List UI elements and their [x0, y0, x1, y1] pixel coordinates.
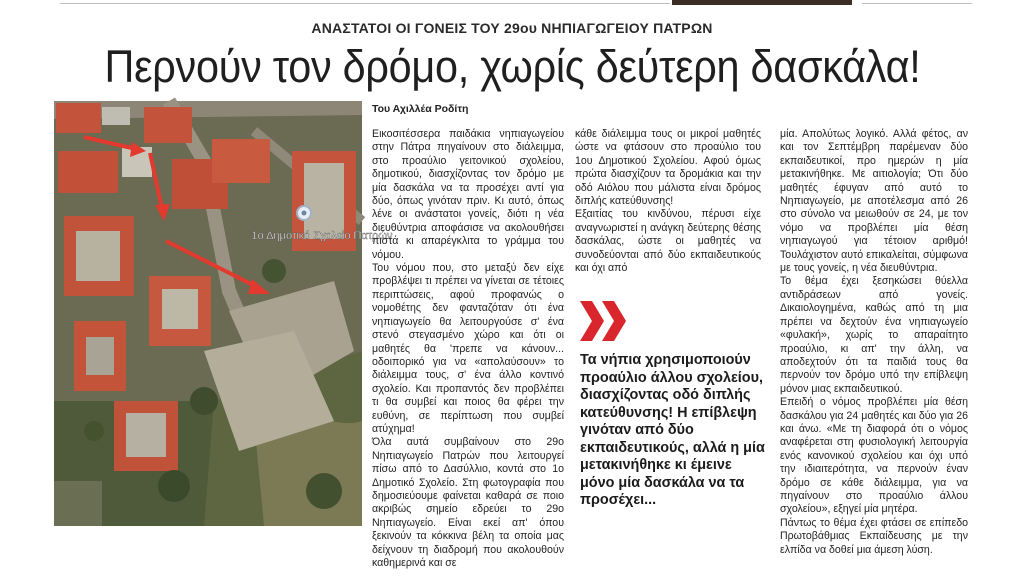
column-2-paragraph: κάθε διάλειμμα τους οι μικροί μαθητές ώστε να φτάσουν στο προαύλιο του 1ου Δημοτικού Σχολείου. Αφού όμως πρώτα διασχίζουν τα δρομάκια και την οδό Αιόλου που μάλιστα είναι δρόμος διπλής κατεύθυνσης!	[575, 128, 761, 208]
pull-quote: Τα νήπια χρησιμοποιούν προαύλιο άλλου σχολείου, διασχίζοντας οδό διπλής κατεύθυνσης! Η επίβλεψη γινόταν από δύο εκπαιδευτικούς, αλλά η μία μετακινήθηκε κι έμεινε μόνο μία δασκάλα να τα προσέχει...	[580, 352, 765, 508]
red-quote-chevrons-icon	[578, 298, 630, 344]
kicker: ΑΝΑΣΤΑΤΟΙ ΟΙ ΓΟΝΕΙΣ ΤΟΥ 29ου ΝΗΠΙΑΓΩΓΕΙΟΥ ΠΑΤΡΩΝ	[311, 20, 713, 36]
column-1-paragraph: Του νόμου που, στο μεταξύ δεν είχε προβλέψει τι πρέπει να γίνεται σε τέτοιες περιπτώσεις, αφού προφανώς ο νομοθέτης δεν φανταζόταν ότι ένα νηπιαγωγείο θα λειτουργούσε σ' ένα στενό στεγασμένο χώρο και ότι οι μαθητές θα 'πρεπε να κάνουν... οδοιπορικό για να «απολαύσουν» το διάλειμμα τους, σ' ένα άλλο κοντινό σχολείο. Και προπαντός δεν προβλέπει τι θα συμβεί και ποιος θα φέρει την ευθύνη, σε περίπτωση που συμβεί ατύχημα!	[372, 262, 564, 435]
byline: Του Αχιλλέα Ροδίτη	[372, 103, 469, 115]
map-label: 1ο Δημοτικό Σχολείο Πατρών	[251, 230, 393, 242]
headline	[0, 40, 1024, 94]
headline-text: Περνούν τον δρόμο, χωρίς δεύτερη δασκάλα!	[103, 41, 921, 92]
column-3-paragraph: Επειδή ο νόμος προβλέπει μία θέση δασκάλου για 24 μαθητές και δύο για 26 και άνω. «Με τη διαφορά ότι ο νόμος αναφέρεται στη φυσιολογική λειτουργία ενός κανονικού σχολείου και όχι υπό την ιδιαιτερότητα, να περνούν έναν δρόμο σε κάθε διάλειμμα, για να πηγαίνουν στο προαύλιο άλλου σχολείου», εξηγεί μία μητέρα.	[780, 396, 968, 516]
column-1-paragraph: Όλα αυτά συμβαίνουν στο 29ο Νηπιαγωγείο Πατρών που λειτουργεί πίσω από το Δασύλλιο, κοντά στο 1ο Δημοτικό Σχολείο. Στη φωτογραφία που δημοσιεύουμε φαίνεται καθαρά σε ποιο ακριβώς σημείο εδρεύει το 29ο Νηπιαγωγείο. Είναι εκεί απ' όπου ξεκινούν τα κόκκινα βέλη τα οποία μας δείχνουν τη διαδρομή που ακολουθούν καθημερινά και σε	[372, 436, 564, 569]
column-1	[372, 128, 564, 570]
top-rule	[60, 0, 670, 4]
top-rule-right	[862, 0, 972, 4]
aerial-map-photo	[54, 101, 393, 526]
column-3-paragraph: μία. Απολύτως λογικό. Αλλά φέτος, αν και τον Σεπτέμβρη παρέμεναν δύο εκπαιδευτικοί, προ ημερών η μία μετακινήθηκε. Με αιτιολογία; Ότι δύο μαθητές έφυγαν από αυτό το Νηπιαγωγείο, με αποτέλεσμα από 26 στο σύνολο να μειωθούν σε 24, με τον νόμο να προβλέπει μία θέση νηπιαγωγού για τέτοιον αριθμό! Τουλάχιστον αυτό επικαλείται, σύμφωνα με τους γονείς, η νέα διευθύντρια.	[780, 128, 968, 275]
adjacent-photo-strip	[672, 0, 852, 5]
column-2	[575, 128, 761, 275]
column-1-paragraph: Εικοσιτέσσερα παιδάκια νηπιαγωγείου στην Πάτρα πηγαίνουν στο διάλειμμα, στο προαύλιο γειτονικού σχολείου, δημοτικού, διασχίζοντας τον δρόμο με μία δασκάλα να τα προσέχει αντί για δύο, όπως γινόταν πριν. Κι αυτό, όπως λένε οι ανάστατοι γονείς, διότι η νέα διευθύντρια αποφάσισε να ακολουθήσει πιστά κι απαρέγκλιτα το γράμμα του νόμου.	[372, 128, 564, 261]
column-3-paragraph: Πάντως το θέμα έχει φτάσει σε επίπεδο Πρωτοβάθμιας Εκπαίδευσης με την ελπίδα να δοθεί μια άμεση λύση.	[780, 516, 968, 556]
column-3	[780, 128, 968, 557]
column-2-paragraph: Εξαιτίας του κινδύνου, πέρυσι είχε αναγνωριστεί η ανάγκη δεύτερης θέσης δασκάλας, ώστε οι μαθητές να συνοδεύονται από δύο εκπαιδευτικούς και όχι από	[575, 208, 761, 275]
column-3-paragraph: Το θέμα έχει ξεσηκώσει θύελλα αντιδράσεων από γονείς. Δικαιολογημένα, καθώς από τη μια πρέπει να δεχτούν ένα νηπιαγωγείο «φυλακή», χωρίς το απαραίτητο προαύλιο, κι απ' την άλλη, να αποδεχτούν ότι τα παιδιά τους θα περνούν τον δρόμο υπό την επίβλεψη μόνον μιας εκπαιδευτικού.	[780, 275, 968, 395]
